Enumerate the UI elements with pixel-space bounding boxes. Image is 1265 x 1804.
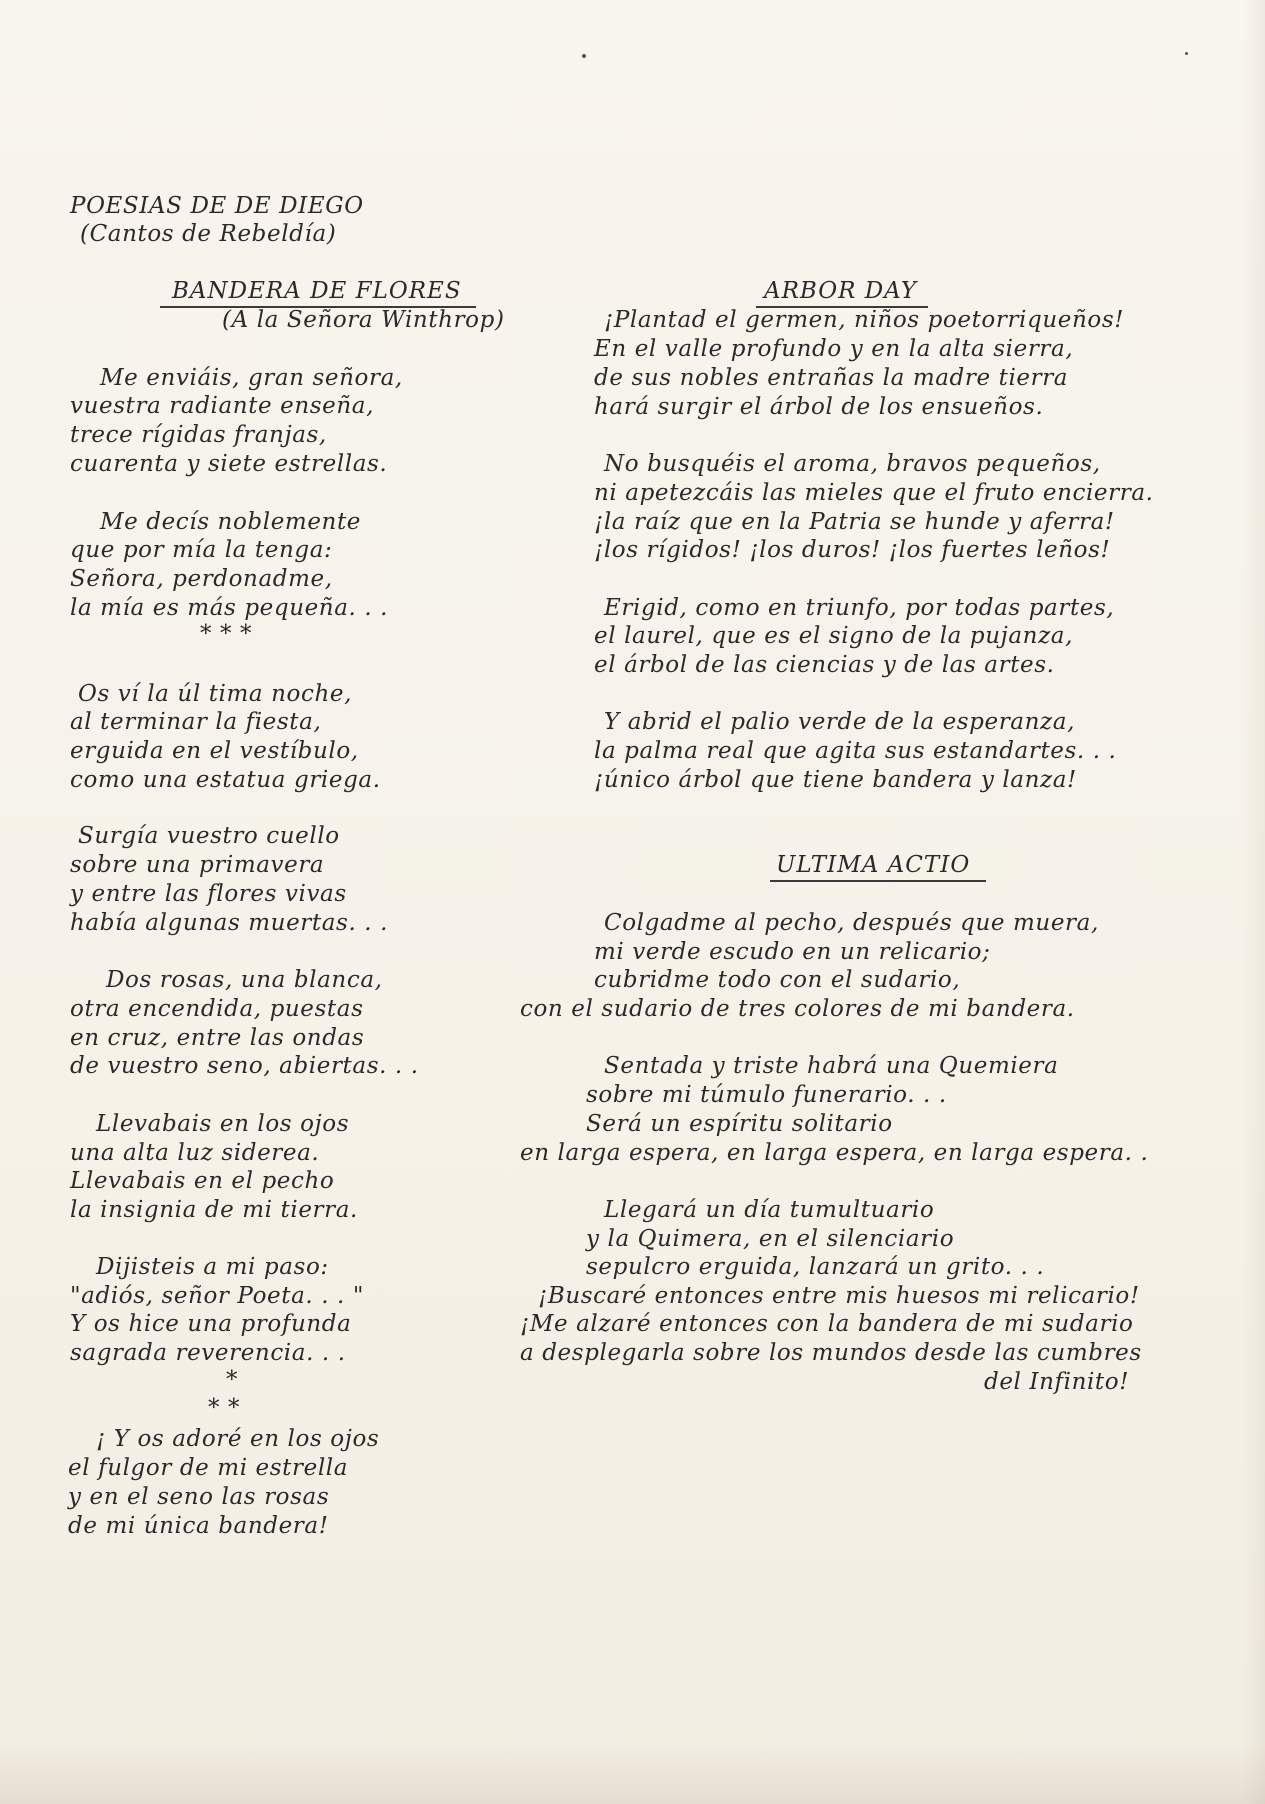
poem-line: una alta luz siderea. — [70, 1140, 320, 1166]
poem-line: Llevabais en los ojos — [96, 1111, 350, 1137]
poem-line: ¡la raíz que en la Patria se hunde y aferra! — [594, 509, 1115, 535]
poem-line: Me enviáis, gran señora, — [100, 365, 403, 391]
poem-line: Dos rosas, una blanca, — [106, 967, 383, 993]
page-edge-shadow — [1243, 0, 1265, 1804]
poem-line: en larga espera, en larga espera, en larga espera. . — [520, 1140, 1149, 1166]
poem-line: y en el seno las rosas — [68, 1484, 330, 1510]
poem-line: vuestra radiante enseña, — [70, 393, 375, 419]
poem-line: otra encendida, puestas — [70, 996, 364, 1022]
poem-title-ultima-actio: ULTIMA ACTIO — [776, 852, 971, 878]
dust-speck — [582, 54, 586, 58]
poem-line: ¡los rígidos! ¡los duros! ¡los fuertes leños! — [594, 537, 1111, 563]
poem-line: sobre mi túmulo funerario. . . — [586, 1082, 947, 1108]
poem-line: ¡Buscaré entonces entre mis huesos mi relicario! — [538, 1283, 1140, 1309]
poem-line: Y os hice una profunda — [70, 1311, 352, 1337]
poem-line: sagrada reverencia. . . — [70, 1340, 346, 1366]
poem-line: y la Quimera, en el silenciario — [586, 1226, 955, 1252]
poem-line: de mi única bandera! — [68, 1513, 329, 1539]
poem-line: a desplegarla sobre los mundos desde las cumbres — [520, 1340, 1142, 1366]
poem-dedication: (A la Señora Winthrop) — [222, 307, 505, 333]
poem-line: "adiós, señor Poeta. . . " — [70, 1283, 365, 1309]
poem-line: había algunas muertas. . . — [70, 910, 389, 936]
poem-line: ni apetezcáis las mieles que el fruto encierra. — [594, 480, 1154, 506]
poem-line: sobre una primavera — [70, 852, 325, 878]
poem-line: No busquéis el aroma, bravos pequeños, — [604, 451, 1101, 477]
poem-line: la palma real que agita sus estandartes. . . — [594, 738, 1117, 764]
poem-line: de vuestro seno, abiertas. . . — [70, 1053, 419, 1079]
book-title: POESIAS DE DE DIEGO — [70, 193, 364, 219]
poem-line: Será un espíritu solitario — [586, 1111, 893, 1137]
poem-line: Os ví la úl tima noche, — [78, 681, 352, 707]
poem-line: la mía es más pequeña. . . — [70, 595, 389, 621]
poem-line: Erigid, como en triunfo, por todas partes, — [604, 595, 1115, 621]
section-separator: * * — [208, 1395, 241, 1421]
poem-line: la insignia de mi tierra. — [70, 1197, 358, 1223]
section-separator: * * * — [200, 621, 253, 647]
book-subtitle: (Cantos de Rebeldía) — [80, 221, 337, 247]
poem-line: Llegará un día tumultuario — [604, 1197, 935, 1223]
poem-line: trece rígidas franjas, — [70, 422, 327, 448]
section-separator: * — [226, 1367, 239, 1393]
poem-line: Llevabais en el pecho — [70, 1168, 335, 1194]
title-underline — [770, 880, 986, 882]
poem-line: Señora, perdonadme, — [70, 566, 333, 592]
poem-line: Sentada y triste habrá una Quemiera — [604, 1053, 1059, 1079]
poem-line: Me decís noblemente — [100, 509, 361, 535]
poem-line: ¡Me alzaré entonces con la bandera de mi sudario — [520, 1311, 1134, 1337]
poem-line: hará surgir el árbol de los ensueños. — [594, 394, 1044, 420]
poem-line: ¡Plantad el germen, niños poetorriqueños! — [604, 307, 1125, 333]
poem-line: ¡ Y os adoré en los ojos — [96, 1426, 380, 1452]
poem-line: al terminar la fiesta, — [70, 709, 322, 735]
poem-line: cuarenta y siete estrellas. — [70, 451, 388, 477]
poem-line: con el sudario de tres colores de mi bandera. — [520, 996, 1075, 1022]
poem-line: cubridme todo con el sudario, — [594, 967, 961, 993]
poem-line: el fulgor de mi estrella — [68, 1455, 349, 1481]
poem-line: Surgía vuestro cuello — [78, 823, 340, 849]
dust-speck — [1185, 52, 1188, 55]
poem-line: de sus nobles entrañas la madre tierra — [594, 365, 1069, 391]
poem-line: que por mía la tenga: — [70, 537, 333, 563]
poem-line: Dijisteis a mi paso: — [96, 1254, 329, 1280]
poem-title-arbor-day: ARBOR DAY — [764, 278, 918, 304]
poem-line: ¡único árbol que tiene bandera y lanza! — [594, 767, 1077, 793]
poem-line: el árbol de las ciencias y de las artes. — [594, 652, 1055, 678]
poem-line: el laurel, que es el signo de la pujanza, — [594, 623, 1074, 649]
poem-line: en cruz, entre las ondas — [70, 1025, 365, 1051]
poem-line: sepulcro erguida, lanzará un grito. . . — [586, 1254, 1045, 1280]
poem-line: En el valle profundo y en la alta sierra, — [594, 336, 1074, 362]
poem-line: y entre las flores vivas — [70, 881, 347, 907]
poem-line: erguida en el vestíbulo, — [70, 738, 359, 764]
poem-line: Y abrid el palio verde de la esperanza, — [604, 709, 1075, 735]
poem-line: Colgadme al pecho, después que muera, — [604, 910, 1099, 936]
poem-line: como una estatua griega. — [70, 767, 381, 793]
poem-title-bandera-de-flores: BANDERA DE FLORES — [172, 278, 462, 304]
page-bottom-stain — [0, 1744, 1265, 1804]
poem-line: mi verde escudo en un relicario; — [594, 939, 991, 965]
poem-line: del Infinito! — [984, 1369, 1130, 1395]
